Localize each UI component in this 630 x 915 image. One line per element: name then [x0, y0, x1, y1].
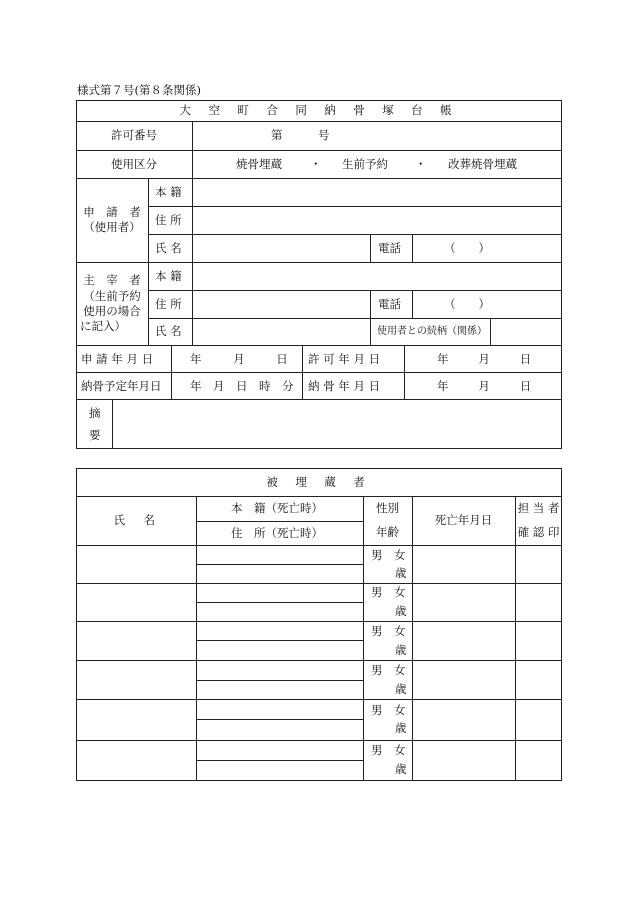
permit-number-prefix: 第 — [271, 128, 283, 142]
apply-date-label: 申 請 年 月 日 — [81, 352, 154, 366]
form-number: 様式第７号(第８条関係) — [77, 83, 201, 97]
chief-address-label: 住 所 — [155, 297, 182, 311]
applicant-honseki-label: 本 籍 — [155, 185, 182, 199]
col-name-header: 氏 名 — [113, 513, 159, 527]
applicant-phone-value: （ ） — [444, 241, 490, 255]
chief-label-sub2: 使用の場合 — [83, 304, 141, 318]
applicant-name-label: 氏 名 — [155, 241, 182, 255]
col-honseki-header: 本 籍（死亡時） — [231, 501, 323, 515]
row-gender: 男 女 — [371, 585, 406, 599]
usage-label: 使用区分 — [111, 157, 157, 171]
applicant-phone-label: 電話 — [378, 241, 401, 255]
row-gender: 男 女 — [371, 548, 406, 562]
row-age: 歳 — [395, 566, 407, 580]
chief-label-sub3: に記入） — [80, 319, 126, 333]
remarks-label-1: 摘 — [89, 406, 101, 420]
row-age: 歳 — [395, 682, 407, 696]
usage-separator-1: ・ — [310, 157, 322, 171]
interment-date-label: 納 骨 年 月 日 — [308, 379, 381, 393]
col-stamp-header: 担 当 者 — [517, 501, 560, 515]
usage-option-burial: 焼骨埋蔵 — [236, 157, 282, 171]
chief-label-sub1: （生前予約 — [83, 289, 141, 303]
apply-date-value: 年 月 日 — [190, 352, 291, 366]
permit-date-label: 許 可 年 月 日 — [308, 352, 381, 366]
chief-honseki-label: 本 籍 — [155, 269, 182, 283]
usage-option-reburial: 改葬焼骨埋蔵 — [448, 157, 517, 171]
applicant-label: 申 請 者 — [83, 205, 141, 219]
permit-date-value: 年 月 日 — [437, 352, 534, 366]
col-death-date-header: 死亡年月日 — [434, 513, 493, 527]
col-stamp-header-2: 確 認 印 — [517, 525, 560, 539]
buried-title: 被 埋 蔵 者 — [266, 475, 372, 489]
row-age: 歳 — [395, 643, 407, 657]
interment-date-value: 年 月 日 — [437, 379, 534, 393]
row-gender: 男 女 — [371, 663, 406, 677]
col-gender-header: 性別 — [376, 501, 399, 515]
planned-date-label: 納骨予定年月日 — [81, 379, 162, 393]
applicant-label-sub: （使用者） — [83, 220, 141, 234]
col-address-header: 住 所（死亡時） — [231, 526, 323, 540]
chief-phone-value: （ ） — [444, 297, 490, 311]
row-age: 歳 — [395, 762, 407, 776]
chief-relation-label: 使用者との続柄（関係） — [377, 326, 487, 337]
row-gender: 男 女 — [371, 624, 406, 638]
row-age: 歳 — [395, 721, 407, 735]
applicant-address-label: 住 所 — [155, 213, 182, 227]
usage-option-reservation: 生前予約 — [342, 157, 388, 171]
row-age: 歳 — [395, 604, 407, 618]
remarks-label-2: 要 — [89, 428, 101, 442]
ledger-title: 大 空 町 合 同 納 骨 塚 台 帳 — [179, 103, 459, 117]
row-gender: 男 女 — [371, 703, 406, 717]
col-age-header: 年齢 — [376, 525, 399, 539]
chief-name-label: 氏 名 — [155, 324, 182, 338]
permit-number-label: 許可番号 — [111, 128, 157, 142]
permit-number-suffix: 号 — [318, 128, 330, 142]
usage-separator-2: ・ — [415, 157, 427, 171]
chief-phone-label: 電話 — [378, 297, 401, 311]
planned-date-value: 年 月 日 時 分 — [190, 379, 294, 393]
chief-label: 主 宰 者 — [83, 273, 141, 287]
row-gender: 男 女 — [371, 743, 406, 757]
